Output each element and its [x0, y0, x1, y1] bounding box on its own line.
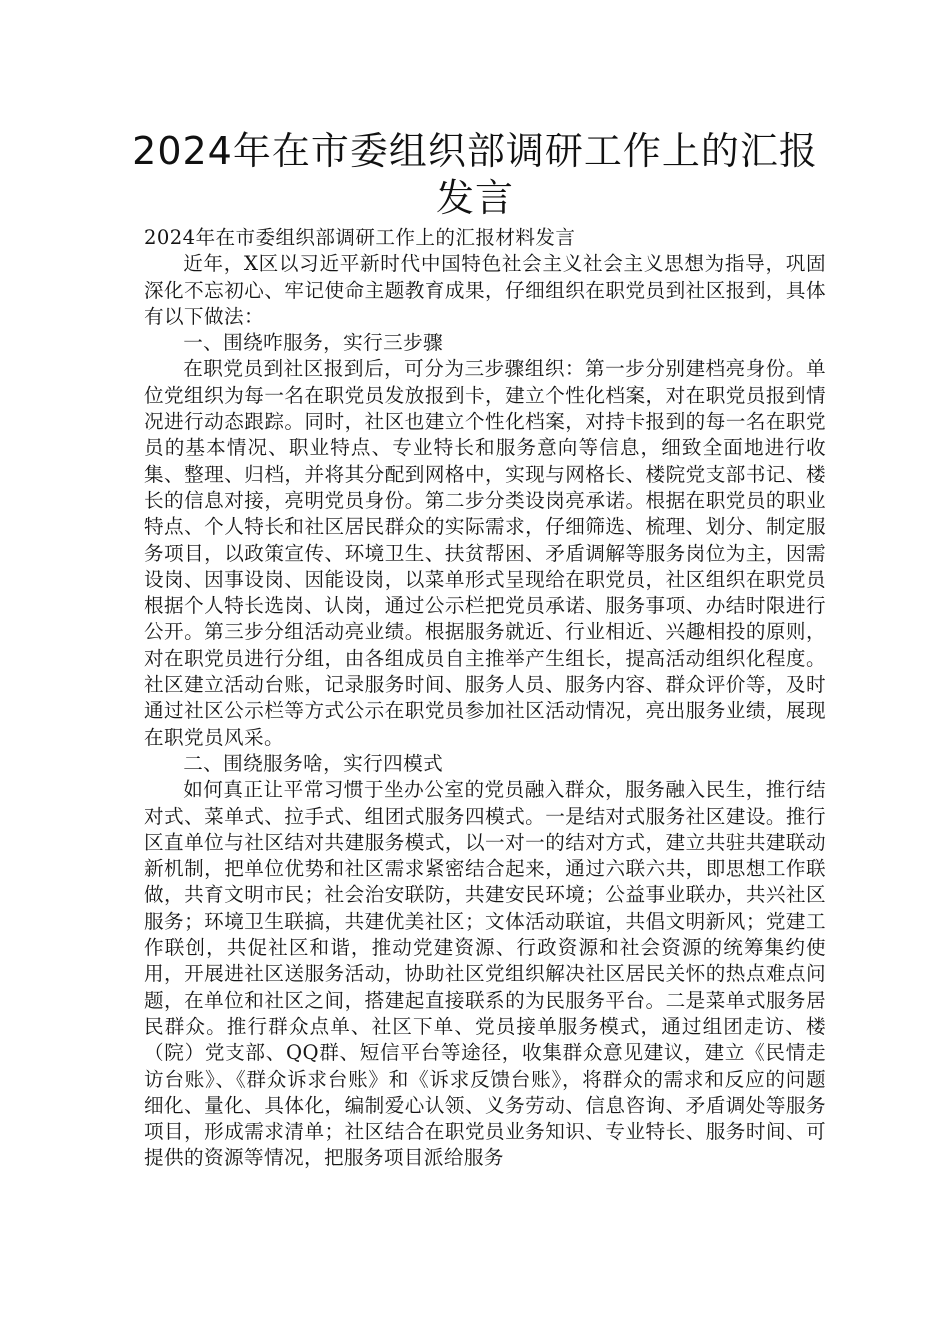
- section-heading-1: 一、围绕咋服务，实行三步骤: [183, 331, 444, 355]
- section-1-paragraph: 在职党员到社区报到后，可分为三步骤组织：第一步分别建档亮身份。单位党组织为每一名在职党员发放报到卡，建立个性化档案，对在职党员报到情况进行动态跟踪。同时，社区也建立个性化档案，对持卡报到的每一名在职党员的基本情况、职业特点、专业特长和服务意向等信息，细致全面地进行收集、整理、归档，并将其分配到网格中，实现与网格长、楼院党支部书记、楼长的信息对接，亮明党员身份。第二步分类设岗亮承诺。根据在职党员的职业特点、个人特长和社区居民群众的实际需求，仔细筛选、梳理、划分、制定服务项目，以政策宣传、环境卫生、扶贫帮困、矛盾调解等服务岗位为主，因需设岗、因事设岗、因能设岗，以菜单形式呈现给在职党员，社区组织在职党员根据个人特长选岗、认岗，通过公示栏把党员承诺、服务事项、办结时限进行公开。第三步分组活动亮业绩。根据服务就近、行业相近、兴趣相投的原则，对在职党员进行分组，由各组成员自主推举产生组长，提高活动组织化程度。社区建立活动台账，记录服务时间、服务人员、服务内容、群众评价等，及时通过社区公示栏等方式公示在职党员参加社区活动情况，亮出服务业绩，展现在职党员风采。: [144, 357, 826, 749]
- section-heading-2: 二、围绕服务啥，实行四模式: [183, 751, 444, 775]
- section-2-paragraph: 如何真正让平常习惯于坐办公室的党员融入群众，服务融入民生，推行结对式、菜单式、拉手式、组团式服务四模式。一是结对式服务社区建设。推行区直单位与社区结对共建服务模式，以一对一的结对方式，建立共驻共建联动新机制，把单位优势和社区需求紧密结合起来，通过六联六共，即思想工作联做，共育文明市民；社会治安联防，共建安民环境；公益事业联办，共兴社区服务；环境卫生联搞，共建优美社区；文体活动联谊，共倡文明新风；党建工作联创，共促社区和谐，推动党建资源、行政资源和社会资源的统筹集约使用，开展进社区送服务活动，协助社区党组织解决社区居民关怀的热点难点问题，在单位和社区之间，搭建起直接联系的为民服务平台。二是菜单式服务居民群众。推行群众点单、社区下单、党员接单服务模式，通过组团走访、楼（院）党支部、QQ群、短信平台等途径，收集群众意见建议，建立《民情走访台账》、《群众诉求台账》和《诉求反馈台账》，将群众的需求和反应的问题细化、量化、具体化，编制爱心认领、义务劳动、信息咨询、矛盾调处等服务项目，形成需求清单；社区结合在职党员业务知识、专业特长、服务时间、可提供的资源等情况，把服务项目派给服务: [144, 778, 826, 1170]
- intro-paragraph: 近年，X区以习近平新时代中国特色社会主义社会主义思想为指导，巩固深化不忘初心、牢记使命主题教育成果，仔细组织在职党员到社区报到，具体有以下做法：: [144, 252, 826, 328]
- document-body: [144, 225, 826, 1172]
- document-subtitle: 2024年在市委组织部调研工作上的汇报材料发言: [144, 226, 576, 249]
- document-title: 2024年在市委组织部调研工作上的汇报发言: [132, 129, 818, 220]
